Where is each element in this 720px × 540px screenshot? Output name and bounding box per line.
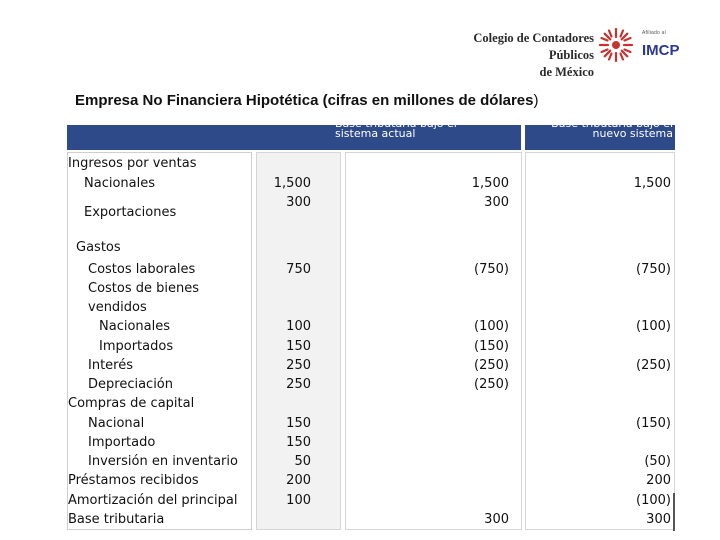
row-label: Ingresos por ventas [68,156,197,171]
header-new-system: Base tributaria bajo el nuevo sistema [551,117,673,140]
page-title-paren: ) [533,92,539,109]
logo-line1: Colegio de Contadores Públicos [473,31,594,62]
table-row [0,454,720,473]
row-label: Costos laborales [88,262,196,277]
table-row [0,493,720,512]
row-label: Exportaciones [84,205,177,220]
value-new: 300 [646,512,671,527]
row-label: Base tributaria [68,512,165,527]
value-a: 200 [286,473,311,488]
row-label: Compras de capital [68,396,195,411]
page-title-text: Empresa No Financiera Hipotética (cifras en millones de dólares [75,92,534,109]
value-current: (750) [474,262,509,277]
table-row [0,416,720,435]
table-row [0,377,720,396]
value-a: 1,500 [273,176,311,191]
value-current: (250) [474,377,509,392]
value-a: 150 [286,416,311,431]
table-row [0,396,720,415]
row-label: Nacionales [84,176,155,191]
value-new: (250) [636,358,671,373]
table-row [0,281,720,300]
row-label: Amortización del principal [68,493,238,508]
value-new: (100) [636,493,671,508]
value-new: (100) [636,319,671,334]
value-current: (150) [474,339,509,354]
row-label: Nacional [88,416,145,431]
imcp-affiliate-label: Afiliado al [642,30,666,36]
table-row [0,300,720,319]
row-label: Nacionales [99,319,170,334]
value-new: 200 [646,473,671,488]
value-new: (50) [644,454,671,469]
table-row [0,205,720,224]
table-row [0,339,720,358]
value-new: 1,500 [633,176,671,191]
table-row [0,512,720,531]
value-current: (250) [474,358,509,373]
value-current: (100) [474,319,509,334]
value-a: 50 [294,454,311,469]
value-a: 250 [286,358,311,373]
row-label: Inversión en inventario [88,454,238,469]
row-label: Costos de bienes [88,281,200,296]
value-a: 300 [286,195,311,210]
table-row [0,156,720,175]
logo-line2: de México [539,65,594,79]
table-row [0,319,720,338]
value-current: 300 [484,512,509,527]
row-label: Importados [99,339,174,354]
table-row [0,473,720,492]
value-a: 100 [286,493,311,508]
value-new: (750) [636,262,671,277]
row-label: Gastos [76,240,121,255]
value-new: (150) [636,416,671,431]
row-label: Importado [88,435,156,450]
row-label: Interés [88,358,133,373]
table-row [0,176,720,195]
row-label: vendidos [88,300,147,315]
table-row [0,240,720,259]
value-a: 750 [286,262,311,277]
value-current: 300 [484,195,509,210]
value-a: 150 [286,339,311,354]
table-row [0,358,720,377]
row-label: Préstamos recibidos [68,473,199,488]
header-current-system: Base tributaria bajo el sistema actual [335,117,457,140]
value-current: 1,500 [471,176,509,191]
value-a: 100 [286,319,311,334]
imcp-name: IMCP [642,42,680,59]
value-a: 150 [286,435,311,450]
row-label: Depreciación [88,377,173,392]
table-row [0,262,720,281]
value-a: 250 [286,377,311,392]
table-row [0,435,720,454]
